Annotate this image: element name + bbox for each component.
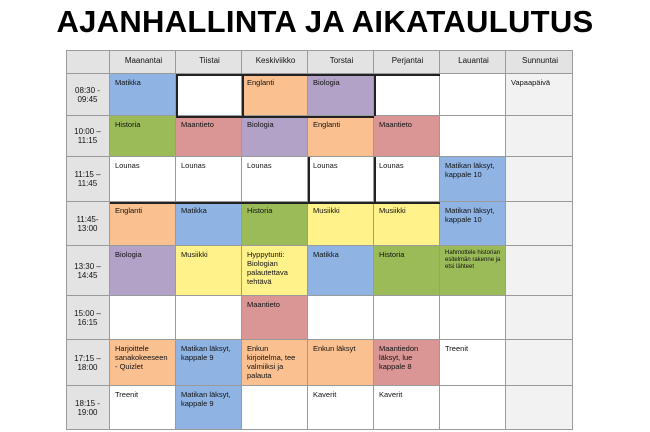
schedule-cell[interactable]: Musiikki xyxy=(308,202,374,246)
time-slot: 15:00 – 16:15 xyxy=(66,296,110,340)
day-header: Lauantai xyxy=(440,50,506,74)
schedule-cell[interactable]: Hahmottele historian esitelmän rakenne ja etsi lähteet xyxy=(440,246,506,296)
schedule-cell[interactable]: Maantiedon läksyt, lue kappale 8 xyxy=(374,340,440,386)
time-slot: 13:30 – 14:45 xyxy=(66,246,110,296)
schedule-cell[interactable]: Maantieto xyxy=(374,116,440,157)
schedule-cell[interactable] xyxy=(506,246,573,296)
time-slot: 11:15 – 11:45 xyxy=(66,157,110,202)
schedule-cell[interactable]: Vapaapäivä xyxy=(506,74,573,116)
time-slot: 18:15 - 19:00 xyxy=(66,386,110,430)
schedule-cell[interactable]: Musiikki xyxy=(374,202,440,246)
page-title: AJANHALLINTA JA AIKATAULUTUS xyxy=(56,4,594,39)
day-header: Torstai xyxy=(308,50,374,74)
time-slot: 11:45- 13:00 xyxy=(66,202,110,246)
schedule-cell[interactable] xyxy=(176,296,242,340)
separator-line xyxy=(176,74,440,76)
schedule-cell[interactable] xyxy=(440,116,506,157)
separator-line xyxy=(176,74,178,116)
schedule-cell[interactable]: Maantieto xyxy=(176,116,242,157)
schedule-cell[interactable]: Treenit xyxy=(440,340,506,386)
schedule-cell[interactable] xyxy=(506,157,573,202)
schedule-cell[interactable]: Biologia xyxy=(242,116,308,157)
day-header: Perjantai xyxy=(374,50,440,74)
schedule-cell[interactable]: Matikka xyxy=(176,202,242,246)
schedule-cell[interactable]: Lounas xyxy=(242,157,308,202)
schedule-cell[interactable] xyxy=(506,116,573,157)
day-header: Keskiviikko xyxy=(242,50,308,74)
schedule-cell[interactable] xyxy=(308,296,374,340)
schedule-cell[interactable]: Historia xyxy=(110,116,176,157)
schedule-cell[interactable] xyxy=(506,386,573,430)
schedule-cell[interactable]: Treenit xyxy=(110,386,176,430)
schedule-cell[interactable] xyxy=(506,340,573,386)
schedule-cell[interactable] xyxy=(110,296,176,340)
separator-line xyxy=(176,116,374,118)
schedule-cell[interactable] xyxy=(506,202,573,246)
schedule-cell[interactable]: Englanti xyxy=(242,74,308,116)
schedule-cell[interactable]: Lounas xyxy=(374,157,440,202)
schedule-cell[interactable]: Biologia xyxy=(308,74,374,116)
schedule-cell[interactable]: Matikan läksyt, kappale 9 xyxy=(176,340,242,386)
schedule-cell[interactable]: Matikan läksyt, kappale 10 xyxy=(440,202,506,246)
schedule-cell[interactable]: Lounas xyxy=(176,157,242,202)
schedule-cell[interactable]: Lounas xyxy=(110,157,176,202)
schedule-cell[interactable]: Musiikki xyxy=(176,246,242,296)
schedule-cell[interactable]: Lounas xyxy=(308,157,374,202)
separator-line xyxy=(308,157,310,202)
separator-line xyxy=(374,157,376,202)
schedule-cell[interactable] xyxy=(374,74,440,116)
schedule-cell[interactable]: Historia xyxy=(242,202,308,246)
schedule-cell[interactable]: Matikka xyxy=(308,246,374,296)
schedule-cell[interactable]: Hyppytunti: Biologian palautettava tehtävä xyxy=(242,246,308,296)
schedule-cell[interactable] xyxy=(176,74,242,116)
schedule-cell[interactable]: Matikan läksyt, kappale 10 xyxy=(440,157,506,202)
schedule-cell[interactable] xyxy=(440,74,506,116)
time-slot: 17:15 – 18:00 xyxy=(66,340,110,386)
schedule-cell[interactable] xyxy=(440,296,506,340)
schedule-cell[interactable]: Historia xyxy=(374,246,440,296)
schedule-cell[interactable]: Harjoittele sanakokeeseen - Quizlet xyxy=(110,340,176,386)
separator-line xyxy=(374,74,376,116)
schedule-cell[interactable]: Englanti xyxy=(308,116,374,157)
schedule-cell[interactable]: Englanti xyxy=(110,202,176,246)
schedule-cell[interactable]: Enkun läksyt xyxy=(308,340,374,386)
schedule-cell[interactable]: Enkun kirjoitelma, tee valmiiksi ja palauta xyxy=(242,340,308,386)
day-header: Maanantai xyxy=(110,50,176,74)
schedule-cell[interactable] xyxy=(242,386,308,430)
schedule-cell[interactable]: Matikka xyxy=(110,74,176,116)
schedule-cell[interactable] xyxy=(374,296,440,340)
schedule-cell[interactable]: Matikan läksyt, kappale 9 xyxy=(176,386,242,430)
schedule-cell[interactable]: Kaverit xyxy=(308,386,374,430)
separator-line xyxy=(242,74,244,116)
schedule-cell[interactable]: Kaverit xyxy=(374,386,440,430)
schedule-cell[interactable]: Biologia xyxy=(110,246,176,296)
separator-line xyxy=(110,202,440,204)
schedule-cell[interactable]: Maantieto xyxy=(242,296,308,340)
time-slot: 08:30 - 09:45 xyxy=(66,74,110,116)
corner-cell xyxy=(66,50,110,74)
schedule-cell[interactable] xyxy=(440,386,506,430)
schedule-cell[interactable] xyxy=(506,296,573,340)
day-header: Sunnuntai xyxy=(506,50,573,74)
day-header: Tiistai xyxy=(176,50,242,74)
time-slot: 10:00 – 11:15 xyxy=(66,116,110,157)
